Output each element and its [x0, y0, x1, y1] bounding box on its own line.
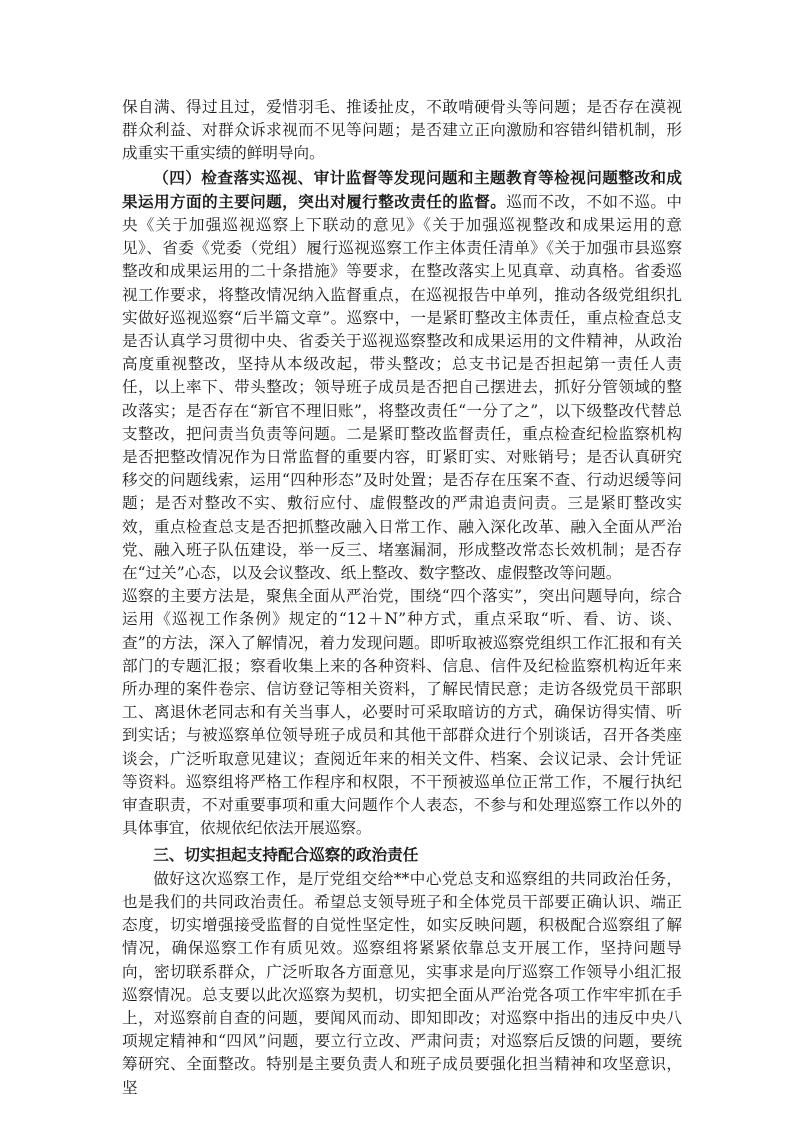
section-4-body: 巡而不改，不如不巡。中央《关于加强巡视巡察上下联动的意见》《关于加强巡视整改和成果运用的意见》、省委《党委（党组）履行巡视巡察工作主体责任清单》《关于加强市县巡察整改和成果运用的二十条措施》等要求，在整改落实上见真章、动真格。省委巡视工作要求，将整改情况纳入监督重点，在巡视报告中单列，推动各级党组织扎实做好巡视巡察“后半篇文章”。巡察中，一是紧盯整改主体责任，重点检查总支是否认真学习贯彻中央、省委关于巡视巡察整改和成果运用的文件精神，从政治高度重视整改，坚持从本级改起，带头整改；总支书记是否担起第一责任人责任，以上率下、带头整改；领导班子成员是否把自己摆进去，抓好分管领域的整改落实；是否存在“新官不理旧账”，将整改责任“一分了之”，以下级整改代替总支整改，把问责当负责等问题。二是紧盯整改监督责任，重点检查纪检监察机构是否把整改情况作为日常监督的重要内容，盯紧盯实、对账销号；是否认真研究移交的问题线索，运用“四种形态”及时处置；是否存在压案不查、行动迟缓等问题；是否对整改不实、敷衍应付、虚假整改的严肃追责问责。三是紧盯整改实效，重点检查总支是否把抓整改融入日常工作、融入深化改革、融入全面从严治党、融入班子队伍建设，举一反三、堵塞漏洞，形成整改常态长效机制；是否存在“过关”心态，以及会议整改、纸上整改、数字整改、虚假整改等问题。 [122, 192, 682, 583]
section-4-paragraph [122, 166, 682, 586]
section-4-heading: （四）检查落实巡视、审计监督等发现问题和主题教育等检视问题整改和成果运用方面的主要问题，突出对履行整改责任的监督。 [122, 167, 682, 211]
section-3-body: 做好这次巡察工作，是厅党组交给**中心党总支和巡察组的共同政治任务，也是我们的共同政治责任。希望总支领导班子和全体党员干部要正确认识、端正态度，切实增强接受监督的自觉性坚定性，如实反映问题，积极配合巡察组了解情况，确保巡察工作有质见效。巡察组将紧紧依靠总支开展工作，坚持问题导向，密切联系群众，广泛听取各方面意见，实事求是向厅巡察工作领导小组汇报巡察情况。总支要以此次巡察为契机，切实把全面从严治党各项工作牢牢抓在手上，对巡察前自查的问题，要闻风而动、即知即改；对巡察中指出的违反中央八项规定精神和“四风”问题，要立行立改、严肃问责；对巡察后反馈的问题，要统筹研究、全面整改。特别是主要负责人和班子成员要强化担当精神和攻坚意识，坚 [122, 869, 682, 1097]
document-page [122, 96, 682, 1106]
section-3-title: 三、切实担起支持配合巡察的政治责任 [153, 844, 419, 864]
methods-paragraph: 巡察的主要方法是，聚焦全面从严治党，围绕“四个落实”，突出问题导向，综合运用《巡视工作条例》规定的“12＋N”种方式，重点采取“听、看、访、谈、查”的方法，深入了解情况，着力发现问题。即听取被巡察党组织工作汇报和有关部门的专题汇报；察看收集上来的各种资料、信息、信件及纪检监察机构近年来所办理的案件卷宗、信访登记等相关资料，了解民情民意；走访各级党员干部职工、离退休老同志和有关当事人，必要时可采取暗访的方式，确保访得实情、听到实话；与被巡察单位领导班子成员和其他干部群众进行个别谈话，召开各类座谈会，广泛听取意见建议；查阅近年来的相关文件、档案、会议记录、会计凭证等资料。巡察组将严格工作程序和权限，不干预被巡单位正常工作，不履行执纪审查职责，不对重要事项和重大问题作个人表态，不参与和处理巡察工作以外的具体事宜，依规依纪依法开展巡察。 [122, 587, 682, 838]
paragraph-continued: 保自满、得过且过，爱惜羽毛、推诿扯皮，不敢啃硬骨头等问题；是否存在漠视群众利益、对群众诉求视而不见等问题；是否建立正向激励和容错纠错机制，形成重实干重实绩的鲜明导向。 [122, 98, 682, 163]
